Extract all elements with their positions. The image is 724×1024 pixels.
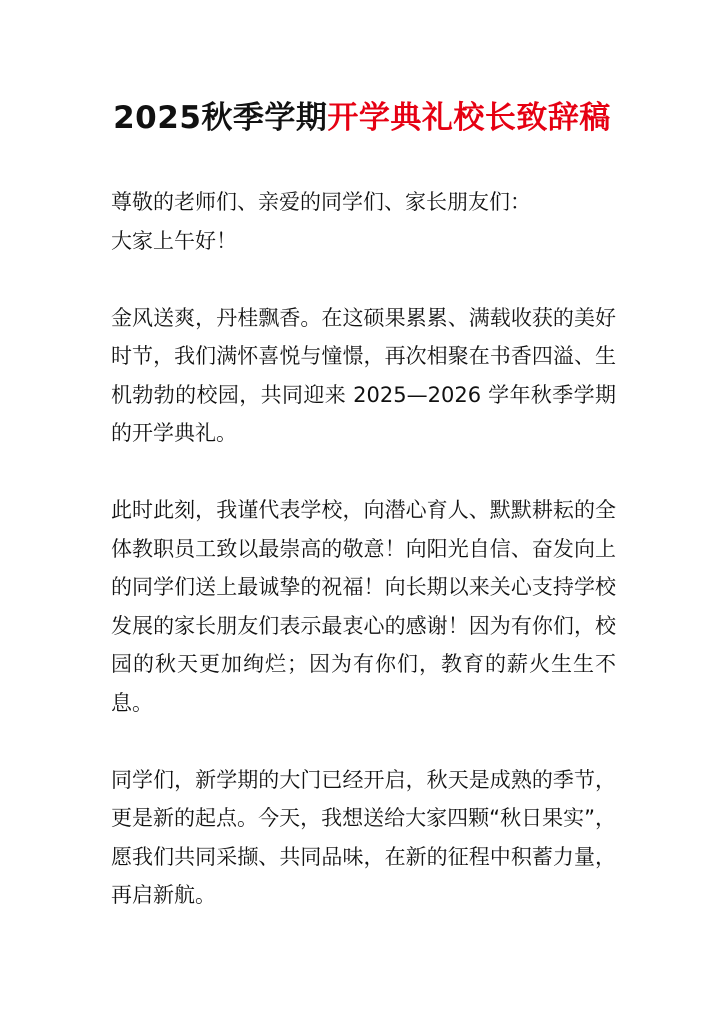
title-part-red: 开学典礼校长致辞稿 (327, 100, 611, 136)
salutation-line: 尊敬的老师们、亲爱的同学们、家长朋友们： (111, 190, 531, 214)
greeting-line: 大家上午好！ (111, 228, 237, 253)
paragraph-new-semester: 同学们，新学期的大门已经开启，秋天是成熟的季节，更是新的起点。今天，我想送给大家四颗“秋日果实”，愿我们共同采撷、共同品味，在新的征程中积蓄力量，再启新航。 (111, 767, 616, 907)
title-part-black: 2025秋季学期 (113, 100, 328, 136)
document-body (111, 183, 616, 953)
paragraph-gratitude: 此时此刻，我谨代表学校，向潜心育人、默默耕耘的全体教职员工致以最崇高的敬意！向阳光自信、奋发向上的同学们送上最诚挚的祝福！向长期以来关心支持学校发展的家长朋友们表示最衷心的感谢！因为有你们，校园的秋天更加绚烂；因为有你们，教育的薪火生生不息。 (111, 498, 616, 715)
paragraph-opening: 金风送爽，丹桂飘香。在这硕果累累、满载收获的美好时节，我们满怀喜悦与憧憬，再次相聚在书香四溢、生机勃勃的校园，共同迎来 2025—2026 学年秋季学期的开学典礼。 (111, 305, 616, 445)
document-title (0, 96, 724, 140)
